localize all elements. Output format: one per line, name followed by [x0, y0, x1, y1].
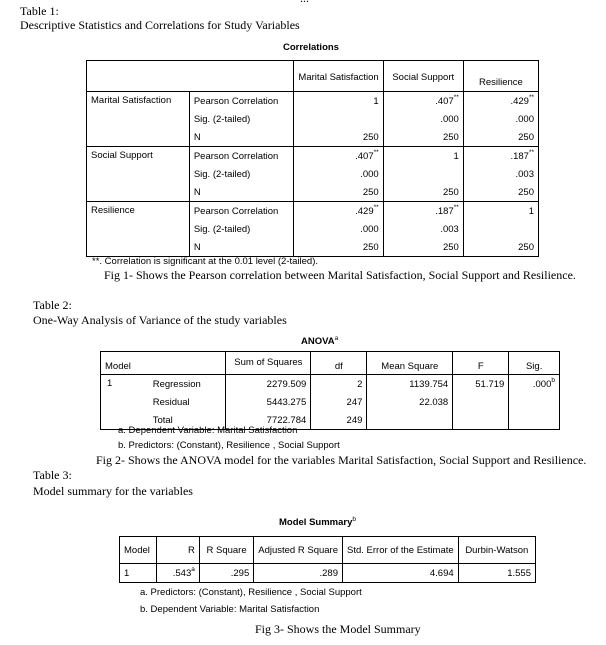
source-name: Total — [147, 411, 226, 430]
statistic-label: N — [189, 183, 294, 202]
cell-value — [509, 393, 560, 411]
cell-value — [383, 147, 463, 166]
adjusted-r-square-value: .289 — [254, 564, 343, 583]
table1-footnote: **. Correlation is significant at the 0.01 level (2-tailed). — [92, 256, 319, 267]
table2-title — [301, 335, 338, 347]
anova-title-sup: a — [334, 335, 339, 342]
cell-value — [383, 220, 463, 238]
variable-name: Social Support — [87, 147, 190, 202]
col-header: Durbin-Watson — [465, 544, 529, 556]
table2-label: Table 2: — [33, 298, 72, 312]
cell-value — [367, 411, 453, 430]
col-header: Social Support — [383, 61, 463, 92]
source-name: Regression — [147, 375, 226, 394]
table3-caption: Model summary for the variables — [33, 484, 193, 498]
col-header: Model — [105, 361, 131, 372]
statistic-label: N — [189, 238, 294, 257]
cell-value — [463, 110, 538, 128]
cell-value-text: 250 — [518, 131, 534, 143]
cell-value — [463, 165, 538, 183]
col-header: Sig. — [525, 361, 543, 372]
table-row — [101, 375, 560, 394]
cell-value-text: .187 — [510, 150, 529, 162]
col-header: R Square — [199, 537, 253, 564]
cell-value-text: 1 — [453, 150, 459, 162]
cell-value-text: 250 — [518, 186, 534, 198]
r-value-sup: a — [191, 565, 195, 573]
fig2-caption: Fig 2- Shows the ANOVA model for the variables Marital Satisfaction, Social Support and Resilience. — [96, 453, 587, 467]
statistic-label: Sig. (2-tailed) — [189, 110, 294, 128]
statistic-label: Pearson Correlation — [189, 92, 294, 111]
col-header: Mean Square — [367, 352, 453, 375]
cell-value-text: 250 — [442, 186, 459, 198]
table1-caption: Descriptive Statistics and Correlations for Study Variables — [20, 18, 300, 32]
anova-table — [100, 351, 560, 430]
fig3-caption: Fig 3- Shows the Model Summary — [255, 622, 421, 636]
cell-value-text: .429 — [510, 95, 529, 107]
model-summary-title-text: Model Summary — [279, 517, 353, 529]
table2-note-b: b. Predictors: (Constant), Resilience , Social Support — [118, 440, 340, 451]
r-value-text: .543 — [172, 567, 192, 579]
col-header: Std. Error of the Estimate — [343, 537, 459, 564]
statistic-label: Sig. (2-tailed) — [189, 220, 294, 238]
variable-name: Resilience — [87, 202, 190, 257]
cropped-text-fragment — [300, 0, 309, 6]
model-summary-title-sup: b — [352, 516, 357, 523]
cell-value — [294, 147, 383, 166]
cell-value: 51.719 — [453, 375, 509, 394]
cell-value — [383, 128, 463, 147]
cell-value-text: 250 — [362, 131, 379, 143]
table2-caption: One-Way Analysis of Variance of the study variables — [33, 313, 287, 327]
table2-note-a: a. Dependent Variable: Marital Satisfaction — [118, 425, 298, 436]
cell-value: 2279.509 — [226, 375, 311, 394]
r-square-value: .295 — [199, 564, 253, 583]
model-summary-table — [119, 536, 536, 583]
cell-value-text: 250 — [442, 131, 459, 143]
cell-value — [463, 220, 538, 238]
cell-value-text: .000 — [360, 223, 379, 235]
cell-value — [294, 128, 383, 147]
cell-value — [463, 147, 538, 166]
table3-title — [279, 516, 356, 528]
anova-title-text: ANOVA — [301, 336, 335, 348]
std-error-value: 4.694 — [343, 564, 459, 583]
cell-value-text: 250 — [362, 241, 379, 253]
cell-value-text: .000 — [360, 168, 379, 180]
cell-value-text: 1 — [373, 95, 379, 107]
durbin-watson-value: 1.555 — [507, 567, 531, 579]
table-row — [101, 393, 560, 411]
cell-value — [383, 110, 463, 128]
header-row — [120, 537, 536, 564]
cell-value — [463, 202, 538, 221]
variable-name: Marital Satisfaction — [87, 92, 190, 147]
significance-marker: ** — [373, 203, 379, 211]
cell-value-text: .407 — [435, 95, 454, 107]
cell-value — [509, 375, 560, 394]
cell-value-text: .407 — [355, 150, 374, 162]
cell-value-text: 1 — [528, 205, 534, 217]
cell-value — [294, 220, 383, 238]
col-header: df — [311, 352, 367, 375]
cell-value: 22.038 — [367, 393, 453, 411]
cell-value-text: .003 — [515, 168, 534, 180]
col-header: Model — [120, 537, 157, 564]
statistic-label: N — [189, 128, 294, 147]
statistic-label: Pearson Correlation — [189, 147, 294, 166]
significance-marker: ** — [453, 203, 459, 211]
table-row — [87, 147, 539, 166]
model-number: 1 — [120, 564, 157, 583]
cell-value — [383, 183, 463, 202]
statistic-label: Pearson Correlation — [189, 202, 294, 221]
cell-value — [294, 110, 383, 128]
model-number: 1 — [107, 378, 113, 389]
cell-value — [294, 92, 383, 111]
cell-value — [383, 165, 463, 183]
cell-value: 5443.275 — [226, 393, 311, 411]
significance-marker: ** — [373, 148, 379, 156]
cell-value-text: .000 — [515, 113, 534, 125]
statistic-label: Sig. (2-tailed) — [189, 165, 294, 183]
table3-note-a: a. Predictors: (Constant), Resilience , Social Support — [140, 587, 362, 598]
cell-value — [294, 202, 383, 221]
r-value — [156, 564, 199, 583]
significance-marker: ** — [453, 93, 459, 101]
cell-value: 7722.784 — [226, 411, 311, 430]
significance-marker: ** — [528, 148, 534, 156]
col-header: F — [453, 352, 509, 375]
cell-value-text: .429 — [355, 205, 374, 217]
col-header: R — [156, 537, 199, 564]
cell-value-text: 250 — [362, 186, 379, 198]
significance-marker: ** — [528, 93, 534, 101]
cell-value — [294, 238, 383, 257]
cell-value: 1139.754 — [367, 375, 453, 394]
cell-value: 249 — [311, 411, 367, 430]
table3-note-b: b. Dependent Variable: Marital Satisfaction — [140, 604, 320, 615]
header-row — [101, 352, 560, 375]
cell-value — [463, 238, 538, 257]
footnote-marker: b — [551, 376, 555, 384]
cell-value — [294, 183, 383, 202]
cell-value-text: .003 — [440, 223, 459, 235]
cell-value-text: 250 — [442, 241, 459, 253]
table3-label: Table 3: — [33, 468, 72, 482]
cell-value — [463, 92, 538, 111]
col-header: Adjusted R Square — [254, 537, 343, 564]
table1-label: Table 1: — [20, 4, 59, 18]
col-header: Resilience — [478, 76, 523, 88]
cell-value — [383, 238, 463, 257]
cell-value — [383, 92, 463, 111]
cell-value — [509, 411, 560, 430]
fig1-caption: Fig 1- Shows the Pearson correlation between Marital Satisfaction, Social Support and Resilience. — [104, 268, 576, 282]
cell-value-text: .000 — [440, 113, 459, 125]
cell-value — [294, 165, 383, 183]
cell-value-text: .000 — [532, 378, 552, 390]
cell-value-text: .187 — [435, 205, 454, 217]
cell-value — [463, 183, 538, 202]
cell-value: 247 — [311, 393, 367, 411]
source-name: Residual — [147, 393, 226, 411]
cell-value — [453, 411, 509, 430]
table-row — [87, 92, 539, 111]
table1-title: Correlations — [283, 42, 339, 53]
cell-value — [383, 202, 463, 221]
col-header: Sum of Squares — [226, 352, 311, 375]
cell-value: 2 — [311, 375, 367, 394]
table-row — [87, 202, 539, 221]
cell-value — [463, 128, 538, 147]
col-header: Marital Satisfaction — [294, 61, 383, 92]
correlations-table — [86, 60, 539, 257]
cell-value-text: 250 — [518, 241, 534, 253]
table-row — [120, 564, 536, 583]
cell-value — [453, 393, 509, 411]
header-row — [87, 61, 539, 92]
